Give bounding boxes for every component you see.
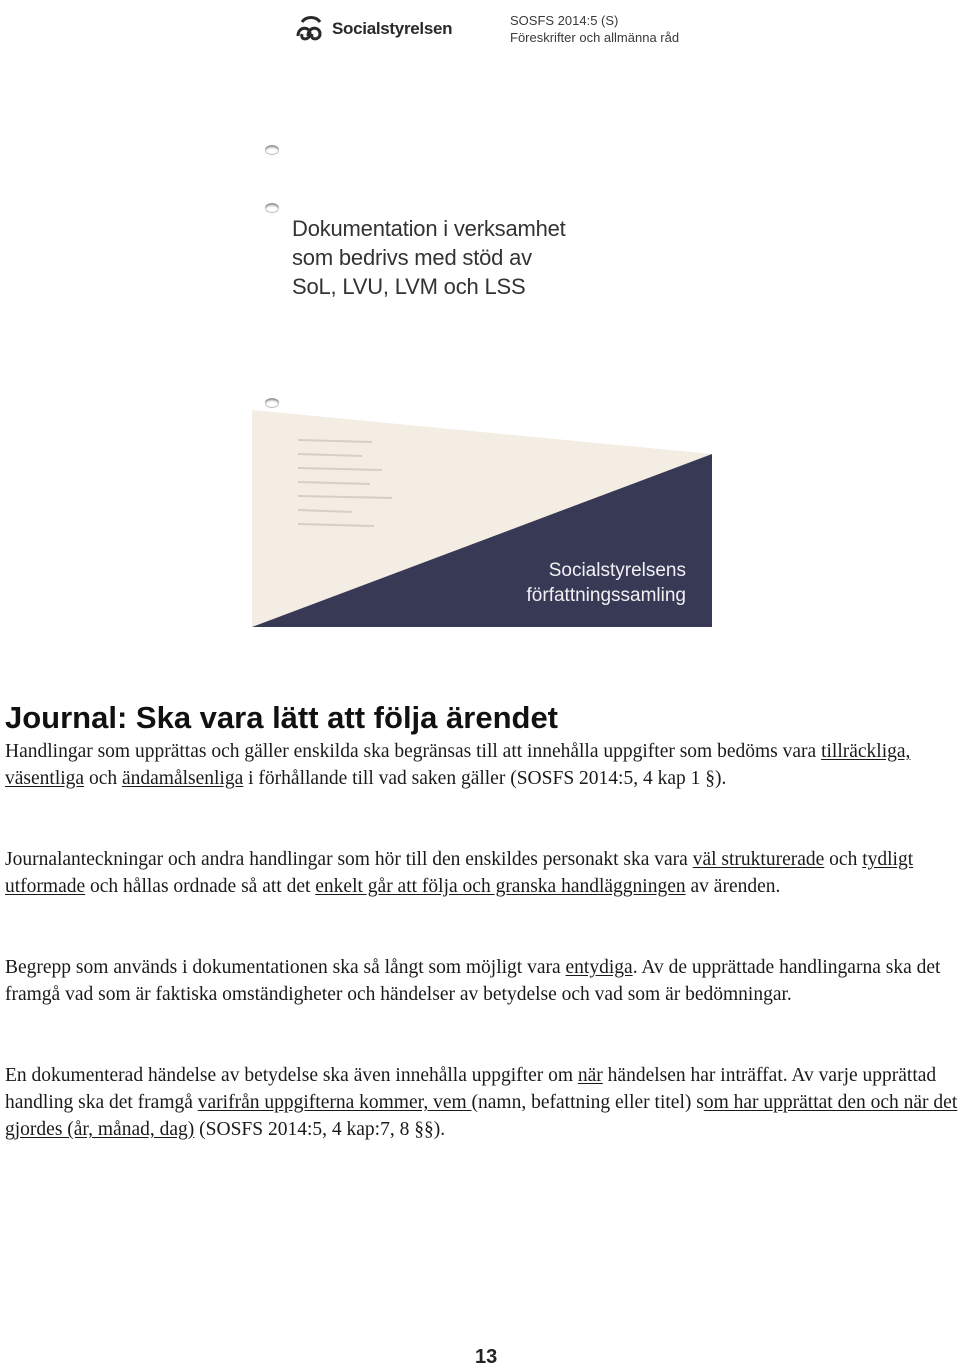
punch-hole-icon (265, 145, 279, 154)
underlined-text: om har upprättat den och när det gjordes (år, månad, dag) (5, 1092, 958, 1140)
text-run: händelsen har inträffat. Av varje upprättad handling ska det framgå (5, 1065, 937, 1113)
underlined-text: enkelt går att följa och granska handläggningen (315, 876, 686, 897)
cover-title-line: som bedrivs med stöd av (292, 245, 532, 270)
underlined-text: ändamålsenliga (121, 768, 244, 789)
paragraph-4 (5, 1062, 960, 1143)
text-run: Handlingar som upprättas och gäller enskilda ska begränsas till att innehålla uppgifter som bedöms vara (5, 741, 822, 762)
underlined-text: tydligt utformade (5, 849, 914, 897)
text-run: (SOSFS 2014:5, 4 kap:7, 8 §§). (194, 1119, 446, 1140)
cover-title (292, 214, 566, 301)
cover-image (252, 0, 712, 627)
punch-hole-icon (265, 398, 279, 407)
doc-type: Föreskrifter och allmänna råd (510, 30, 680, 45)
paragraph-3 (5, 954, 960, 1008)
collection-title (527, 558, 686, 608)
text-run: i förhållande till vad saken gäller (SOSFS 2014:5, 4 kap 1 §). (243, 768, 727, 789)
underlined-text: väl strukturerade (692, 849, 825, 870)
collection-line: Socialstyrelsens (548, 560, 686, 581)
text-run: En dokumenterad händelse av betydelse ska även innehålla uppgifter om (5, 1065, 578, 1086)
article-heading: Journal: Ska vara lätt att följa ärendet (5, 700, 559, 735)
underlined-text: tillräckliga, (821, 741, 911, 762)
underlined-text: entydiga (565, 957, 633, 978)
text-run: och hållas ordnade så att det (85, 876, 316, 897)
text-run: (namn, befattning eller titel) s (471, 1092, 704, 1113)
page-number: 13 (475, 1346, 498, 1368)
punch-hole-icon (265, 203, 279, 212)
doc-code: SOSFS 2014:5 (S) (510, 13, 619, 28)
cover-title-line: Dokumentation i verksamhet (292, 216, 566, 241)
paragraph-2 (5, 846, 960, 900)
underlined-text: när (577, 1065, 603, 1086)
cover-title-line: SoL, LVU, LVM och LSS (292, 274, 526, 299)
text-run: av ärenden. (685, 876, 781, 897)
socialstyrelsen-logo (294, 12, 452, 46)
paragraph-1 (5, 738, 960, 792)
text-run: Begrepp som används i dokumentationen ska så långt som möjligt vara (5, 957, 566, 978)
collection-line: författningssamling (526, 585, 686, 606)
underlined-text: väsentliga (5, 768, 85, 789)
text-run: och (824, 849, 863, 870)
logo-emblem-icon (294, 14, 328, 44)
document-code (510, 12, 679, 46)
text-run: Journalanteckningar och andra handlingar som hör till den enskildes personakt ska vara (5, 849, 693, 870)
underlined-text: varifrån uppgifterna kommer, vem (197, 1092, 472, 1113)
text-run: och (84, 768, 122, 789)
logo-text: Socialstyrelsen (332, 19, 453, 38)
text-run: . Av de upprättade handlingarna ska det framgå vad som är faktiska omständigheter och händelser av betydelse och vad som är bedömningar. (5, 957, 941, 1005)
